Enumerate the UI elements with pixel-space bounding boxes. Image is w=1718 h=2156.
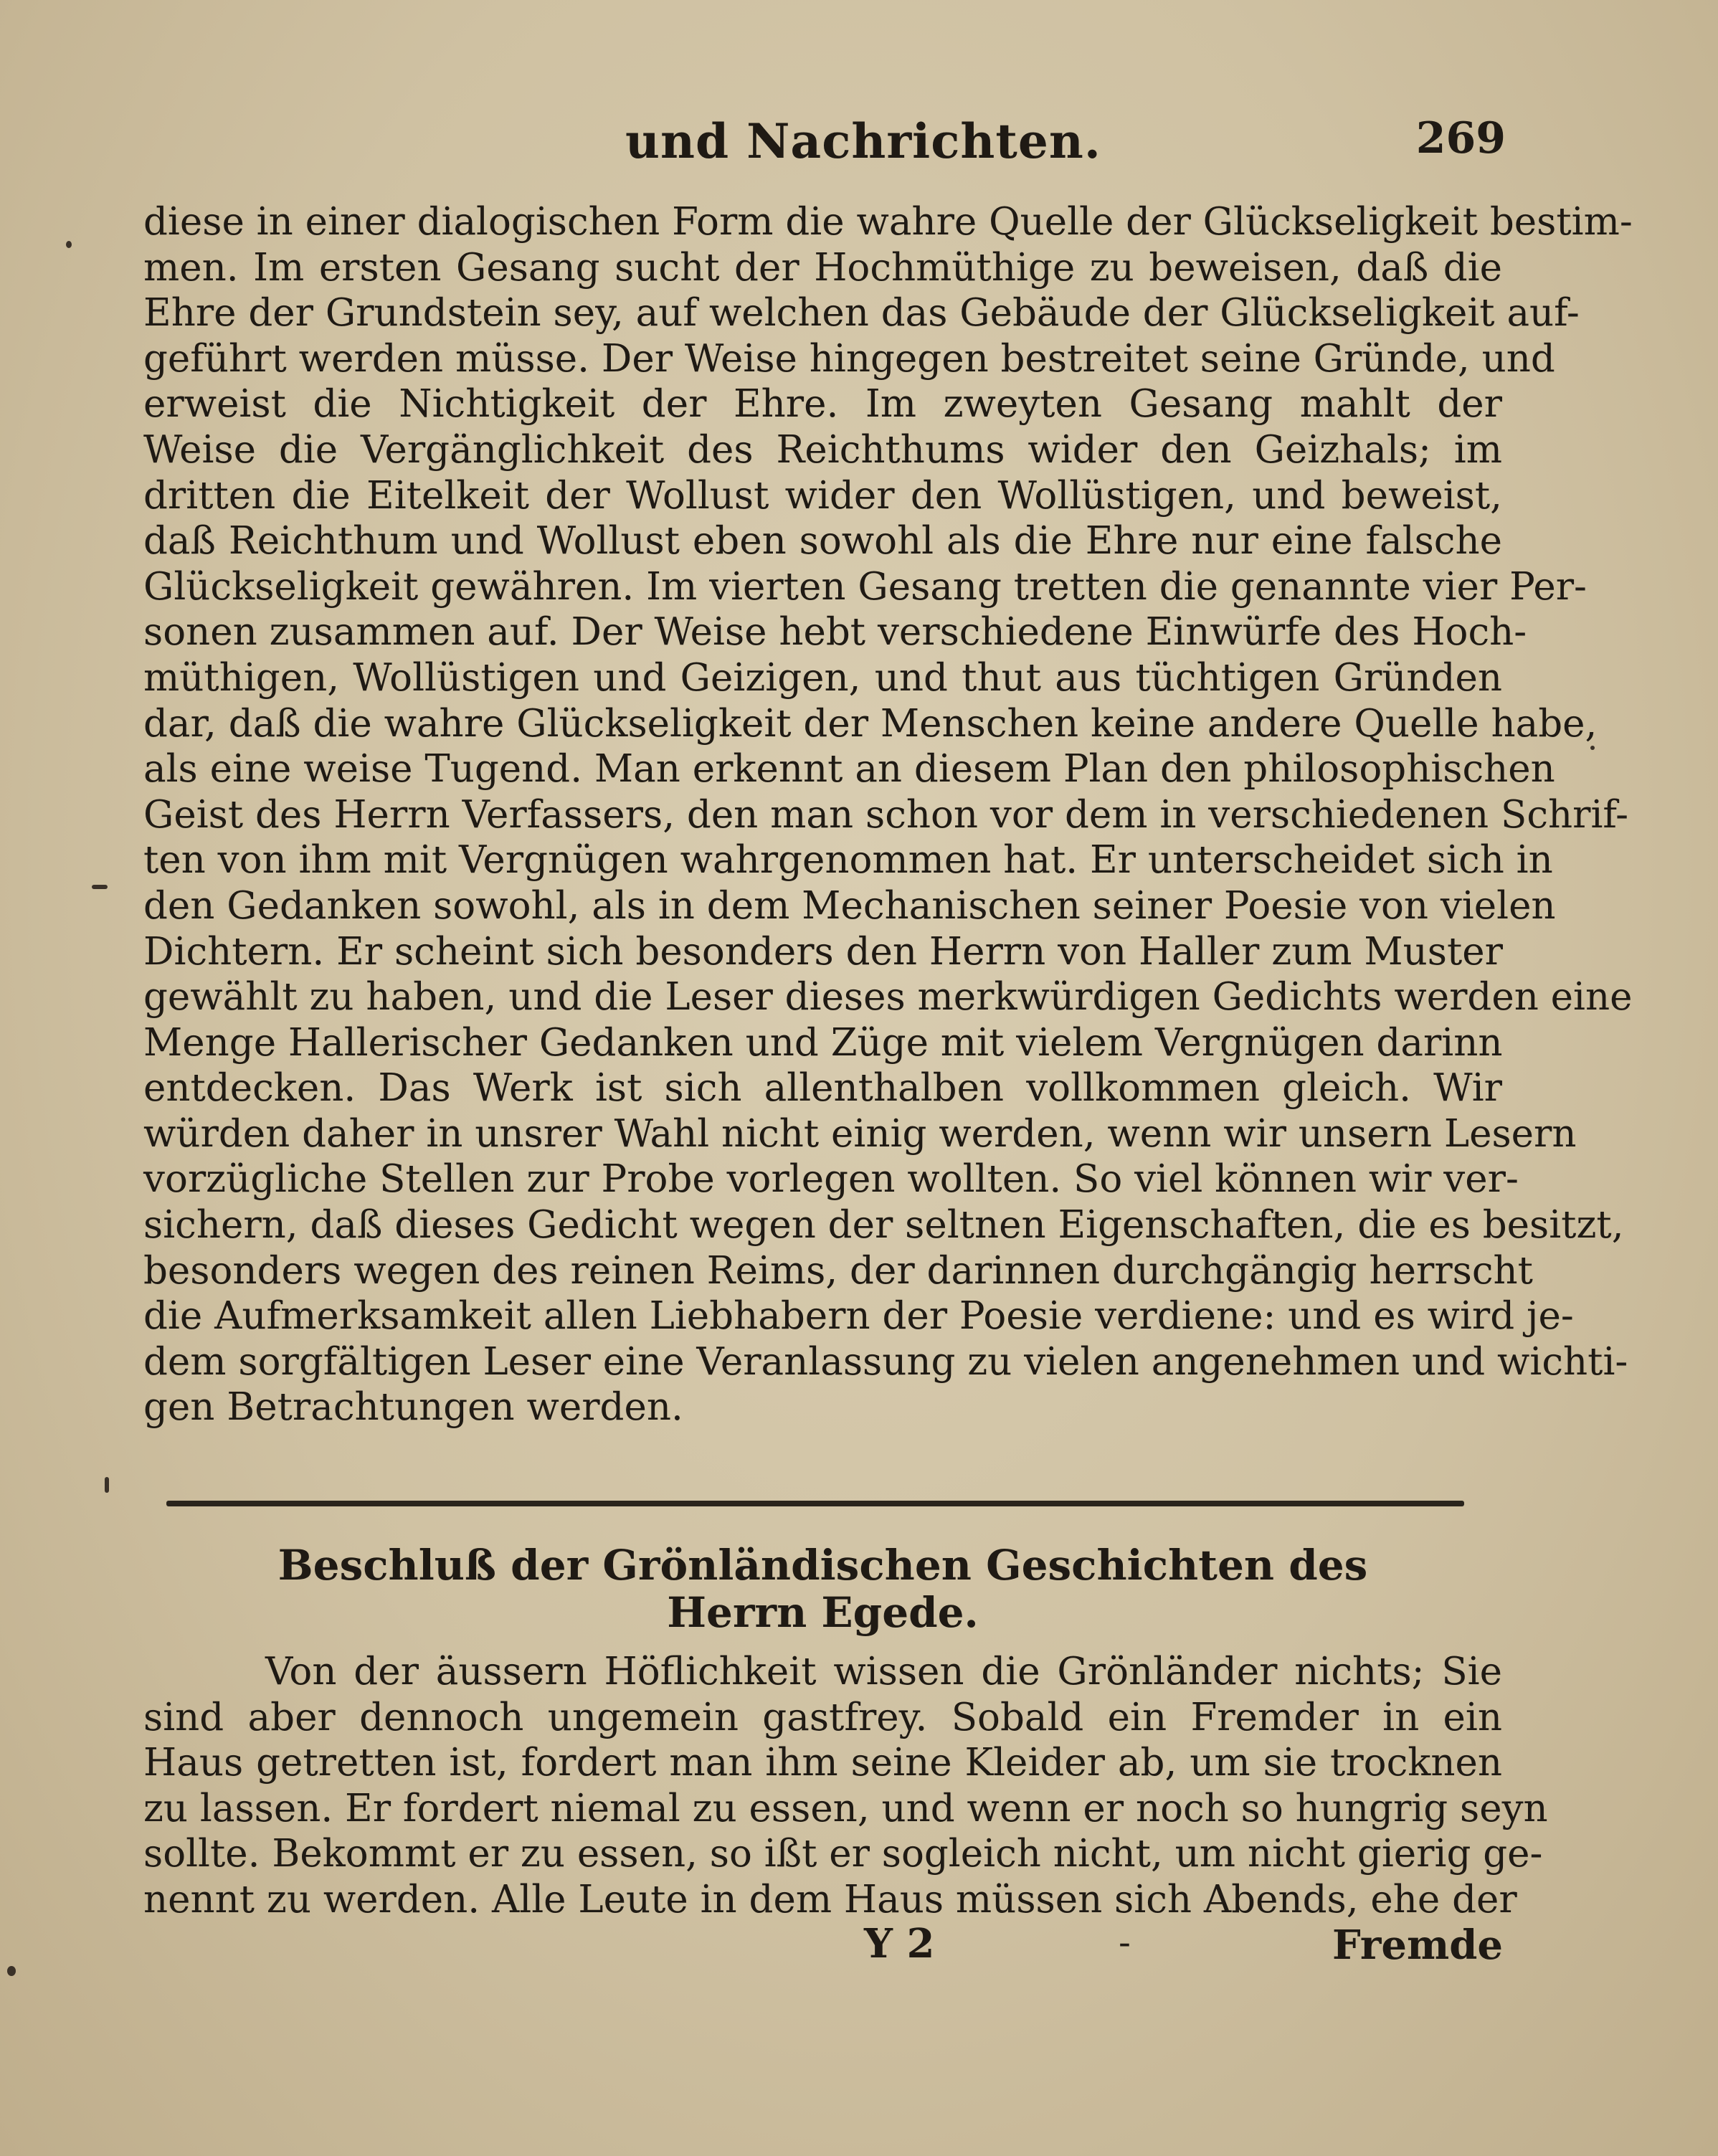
text-line: Menge Hallerischer Gedanken und Züge mit vielem Vergnügen darinn [143,1020,1503,1065]
dash-mark: - [1119,1922,1131,1963]
text-line: Haus getretten ist, fordert man ihm seine Kleider ab, um sie trocknen [143,1741,1502,1785]
text-line: geführt werden müsse. Der Weise hingegen bestreitet seine Gründe, und [143,336,1555,381]
text-line: sonen zusammen auf. Der Weise hebt verschiedene Einwürfe des Hoch- [143,610,1527,655]
text-line: dar, daß die wahre Glückseligkeit der Menschen keine andere Quelle habe, [143,701,1598,746]
text-line: Von der äussern Höflichkeit wissen die Grönländer nichts; Sie [265,1650,1502,1694]
ink-speck [1590,746,1595,750]
catchword: Fremde [1332,1922,1503,1969]
text-line: als eine weise Tugend. Man erkennt an diesem Plan den philosophischen [143,747,1555,792]
text-line: den Gedanken sowohl, als in dem Mechanischen seiner Poesie von vielen [143,883,1556,928]
text-line: würden daher in unsrer Wahl nicht einig werden, wenn wir unsern Lesern [143,1111,1577,1156]
text-line: diese in einer dialogischen Form die wahre Quelle der Glückseligkeit bestim- [143,200,1633,244]
ink-speck [105,1477,109,1493]
text-line: die Aufmerksamkeit allen Liebhabern der Poesie verdiene: und es wird je- [143,1294,1574,1339]
ink-speck [7,1966,16,1976]
section-title-line: Herrn Egede. [667,1588,979,1637]
ink-speck [66,241,72,248]
text-line: Dichtern. Er scheint sich besonders den Herrn von Haller zum Muster [143,929,1503,974]
section-title-line: Beschluß der Grönländischen Geschichten des [277,1541,1368,1590]
text-line: men. Im ersten Gesang sucht der Hochmüthige zu beweisen, daß die [143,245,1502,290]
page-number: 269 [1415,113,1506,163]
text-line: vorzügliche Stellen zur Probe vorlegen wollten. So viel können wir ver- [143,1157,1519,1202]
running-head: und Nachrichten. [625,113,1101,169]
review-text [143,199,1633,1430]
text-line: besonders wegen des reinen Reims, der darinnen durchgängig herrscht [143,1248,1533,1293]
text-line: müthigen, Wollüstigen und Geizigen, und thut aus tüchtigen Gründen [143,655,1502,700]
section-title [143,1542,1502,1636]
text-line: daß Reichthum und Wollust eben sowohl als die Ehre nur eine falsche [143,519,1502,564]
text-line: sind aber dennoch ungemein gastfrey. Sobald ein Fremder in ein [143,1695,1502,1739]
text-line: zu lassen. Er fordert niemal zu essen, und wenn er noch so hungrig seyn [143,1786,1548,1830]
text-line: gen Betrachtungen werden. [143,1385,683,1430]
text-line: entdecken. Das Werk ist sich allenthalben vollkommen gleich. Wir [143,1066,1502,1111]
section-divider [166,1501,1464,1506]
text-line: Weise die Vergänglichkeit des Reichthums wider den Geizhals; im [143,427,1502,472]
signature-mark: Y 2 [864,1920,935,1967]
text-line: Ehre der Grundstein sey, auf welchen das Gebäude der Glückseligkeit auf- [143,291,1580,336]
section-text [143,1649,1548,1923]
text-line: dritten die Eitelkeit der Wollust wider den Wollüstigen, und beweist, [143,473,1502,518]
text-line: erweist die Nichtigkeit der Ehre. Im zweyten Gesang mahlt der [143,382,1502,427]
text-line: sollte. Bekommt er zu essen, so ißt er sogleich nicht, um nicht gierig ge- [143,1832,1543,1876]
text-line: ten von ihm mit Vergnügen wahrgenommen hat. Er unterscheidet sich in [143,838,1553,883]
text-line: sichern, daß dieses Gedicht wegen der seltnen Eigenschaften, die es besitzt, [143,1203,1624,1248]
text-line: Glückseligkeit gewähren. Im vierten Gesang tretten die genannte vier Per- [143,564,1587,609]
text-line: nennt zu werden. Alle Leute in dem Haus müssen sich Abends, ehe der [143,1877,1517,1922]
text-line: gewählt zu haben, und die Leser dieses merkwürdigen Gedichts werden eine [143,975,1633,1020]
text-line: dem sorgfältigen Leser eine Veranlassung zu vielen angenehmen und wichti- [143,1339,1628,1384]
page-header [143,113,1506,178]
ink-speck [92,885,108,889]
text-line: Geist des Herrn Verfassers, den man schon vor dem in verschiedenen Schrif- [143,792,1629,837]
